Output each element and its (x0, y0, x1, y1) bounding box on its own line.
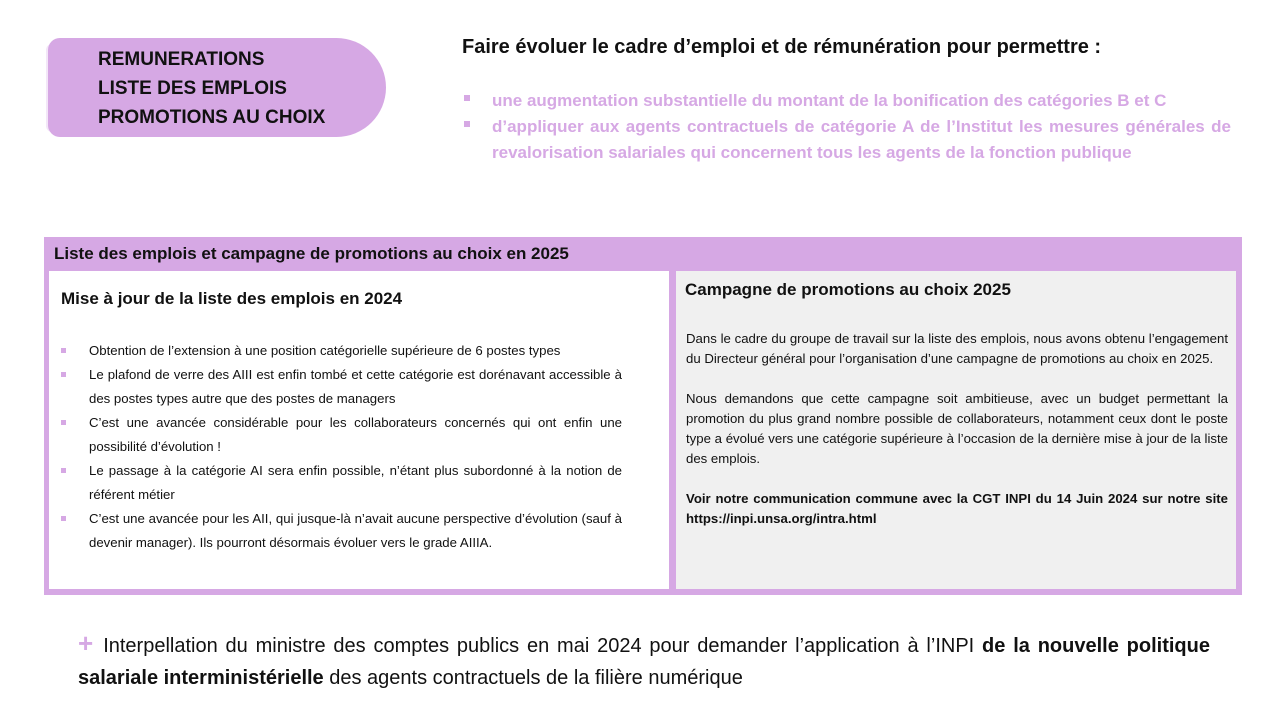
square-bullet-icon (61, 420, 66, 425)
square-bullet-icon (61, 468, 66, 473)
intro-bullet-text: d’appliquer aux agents contractuels de catégorie A de l’Institut les mesures générales de revalorisation salariales qui concernent tous les agents de la fonction publique (492, 117, 1231, 162)
topic-badge-lines (98, 45, 325, 132)
intro-title: Faire évoluer le cadre d’emploi et de rémunération pour permettre : (462, 36, 1102, 58)
plus-icon: + (78, 628, 94, 658)
list-item-text: C’est une avancée pour les AII, qui jusque-là n’avait aucune perspective d’évolution (sauf à devenir manager). Ils pourront désormais évoluer vers le grade AIIIA. (89, 511, 622, 550)
right-paragraph-2: Nous demandons que cette campagne soit ambitieuse, avec un budget permettant la promotion du plus grand nombre possible de collaborateurs, notamment ceux dont le poste type a évolué vers une catégorie supérieure à l’occasion de la dernière mise à jour de la liste des emplois. (686, 391, 1228, 466)
intro-bullet-list (462, 88, 1231, 166)
badge-line-remunerations: REMUNERATIONS (98, 49, 265, 70)
right-paragraph-communication: Voir notre communication commune avec la CGT INPI du 14 Juin 2024 sur notre site https://inpi.unsa.org/intra.html (686, 491, 1228, 526)
footer-text-start: Interpellation du ministre des comptes publics en mai 2024 pour demander l’application à l’INPI (103, 635, 983, 657)
right-column-body (686, 329, 1228, 549)
right-column-title: Campagne de promotions au choix 2025 (685, 280, 1011, 299)
square-bullet-icon (61, 516, 66, 521)
intro-bullet (462, 88, 1231, 114)
list-item-text: Le plafond de verre des AIII est enfin tombé et cette catégorie est dorénavant accessible à des postes types autre que des postes de managers (89, 367, 622, 406)
list-item (59, 339, 622, 363)
right-paragraph-1: Dans le cadre du groupe de travail sur la liste des emplois, nous avons obtenu l’engagement du Directeur général pour l’organisation d’une campagne de promotions au choix en 2025. (686, 331, 1228, 366)
square-bullet-icon (464, 121, 470, 127)
list-item (59, 411, 622, 459)
emplois-promotions-panel (44, 237, 1242, 595)
list-item-text: Le passage à la catégorie AI sera enfin possible, n’étant plus subordonné à la notion de référent métier (89, 463, 622, 502)
footer-statement (78, 627, 1210, 694)
campagne-promotions-column (676, 271, 1236, 589)
square-bullet-icon (464, 95, 470, 101)
liste-emplois-column (49, 271, 669, 589)
intro-bullet-text: une augmentation substantielle du montant de la bonification des catégories B et C (492, 91, 1167, 110)
left-column-title: Mise à jour de la liste des emplois en 2024 (61, 289, 403, 308)
list-item (59, 507, 622, 555)
square-bullet-icon (61, 348, 66, 353)
badge-line-liste-emplois: LISTE DES EMPLOIS (98, 78, 287, 99)
footer-text-bold: de la nouvelle politique salariale interministérielle (78, 635, 1210, 689)
list-item-text: C’est une avancée considérable pour les collaborateurs concernés qui ont enfin une possibilité d’évolution ! (89, 415, 622, 454)
list-item-text: Obtention de l’extension à une position catégorielle supérieure de 6 postes types (89, 343, 561, 358)
badge-line-promotions: PROMOTIONS AU CHOIX (98, 107, 326, 128)
footer-text-end: des agents contractuels de la filière numérique (323, 667, 743, 689)
intro-bullet (462, 114, 1231, 166)
left-bullet-list (59, 339, 622, 555)
panel-title: Liste des emplois et campagne de promotions au choix en 2025 (54, 244, 569, 263)
list-item (59, 459, 622, 507)
square-bullet-icon (61, 372, 66, 377)
list-item (59, 363, 622, 411)
